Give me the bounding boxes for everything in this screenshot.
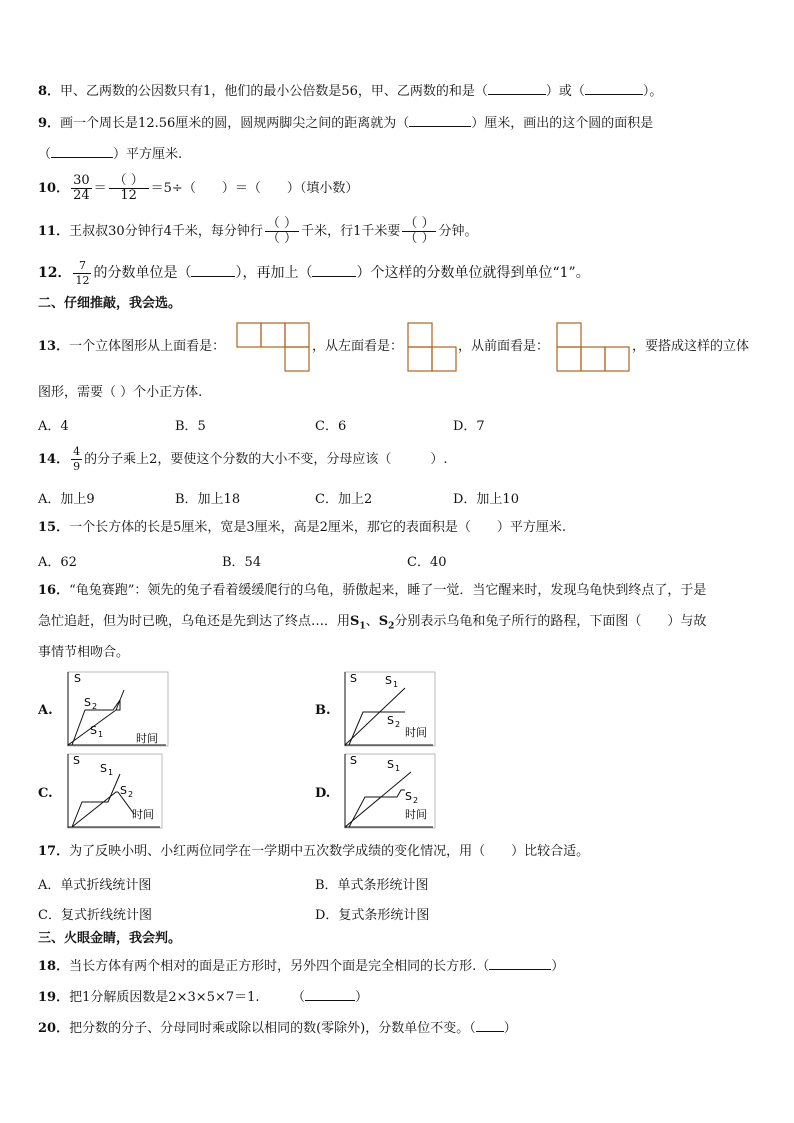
x-axis-label: 时间: [405, 808, 427, 821]
svg-text:2: 2: [128, 790, 134, 799]
question-text: 分别表示乌龟和兔子所行的路程，下面图（ ）与故: [394, 614, 707, 629]
numerator-blank[interactable]: （ ）: [109, 174, 149, 189]
answer-blank[interactable]: [476, 1019, 504, 1032]
question-text: ，要搭成这样的立体: [632, 339, 750, 354]
svg-text:1: 1: [395, 764, 401, 773]
numerator-blank[interactable]: （ ）: [266, 216, 298, 231]
graph-a[interactable]: [58, 670, 170, 750]
x-axis-label: 时间: [132, 808, 154, 821]
question-text: ）。: [642, 84, 663, 99]
numerator: 4: [73, 445, 81, 458]
x-axis-label: 时间: [405, 726, 427, 739]
question-text: 王叔叔30分钟行4千米，每分钟行: [69, 224, 263, 239]
svg-text:1: 1: [98, 730, 104, 739]
option-c[interactable]: C．加上2: [315, 492, 373, 507]
numerator: 7: [73, 259, 91, 274]
series-label: S: [387, 714, 394, 727]
option-b[interactable]: B．单式条形统计图: [315, 878, 429, 893]
series-label: S: [90, 724, 97, 737]
option-b[interactable]: B．54: [222, 555, 262, 570]
s-symbol: S: [350, 614, 360, 629]
option-d[interactable]: D．7: [453, 419, 485, 434]
option-c[interactable]: C．复式折线统计图: [38, 908, 152, 923]
y-axis-label: S: [73, 754, 80, 767]
option-c[interactable]: C．6: [315, 419, 347, 434]
question-text: 急忙追赶，但为时已晚，乌龟还是先到达了终点…．用: [38, 614, 351, 629]
question-text: 把分数的分子、分母同时乘或除以相同的数(零除外)，分数单位不变。（: [69, 1021, 476, 1036]
option-a-label[interactable]: A.: [38, 703, 53, 718]
option-b[interactable]: B．加上18: [175, 492, 241, 507]
question-text: ）厘米，画出的这个圆的面积是: [471, 116, 654, 131]
option-b-label[interactable]: B.: [315, 703, 331, 718]
question-19: [38, 988, 368, 1007]
denominator: 12: [120, 188, 137, 203]
answer-blank[interactable]: [409, 114, 471, 127]
denominator: 12: [75, 273, 90, 287]
question-text: 当长方体有两个相对的面是正方形时，另外四个面是完全相同的长方形.（: [69, 959, 490, 974]
series-label: S: [385, 674, 392, 687]
front-view-figure: [556, 322, 630, 372]
question-text: “龟兔赛跑”：领先的兔子看着缓缓爬行的乌龟，骄傲起来，睡了一觉．当它醒来时，发现乌龟快到终点了，于是: [69, 583, 707, 598]
question-text: ）个这样的分数单位就得到单位“1”。: [356, 265, 590, 281]
question-text: 、: [365, 614, 379, 629]
question-11: [38, 214, 478, 250]
question-number: 19．: [38, 990, 70, 1005]
denominator: 24: [73, 188, 90, 203]
y-axis-label: S: [350, 754, 357, 767]
option-a[interactable]: A．加上9: [38, 492, 95, 507]
question-14: [38, 440, 448, 480]
option-c-label[interactable]: C.: [38, 786, 53, 801]
question-text: 为了反映小明、小红两位同学在一学期中五次数学成绩的变化情况，用（ ）比较合适。: [69, 844, 590, 859]
option-a[interactable]: A．4: [38, 419, 69, 434]
question-18: [38, 957, 564, 976]
question-text: 一个长方体的长是5厘米，宽是3厘米，高是2厘米，那它的表面积是（ ）平方厘米.: [69, 520, 567, 535]
question-text: ＝5÷（ ）＝（ ）（填小数）: [150, 181, 359, 196]
answer-blank[interactable]: [312, 264, 356, 277]
question-number: 15．: [38, 520, 70, 535]
option-d[interactable]: D．加上10: [453, 492, 519, 507]
denominator-blank[interactable]: （ ）: [404, 231, 435, 246]
question-9: [38, 114, 653, 133]
question-number: 20．: [38, 1021, 70, 1036]
subscript: 2: [388, 621, 395, 632]
question-text: ）: [551, 959, 565, 974]
question-16: [38, 582, 706, 600]
answer-blank[interactable]: [488, 82, 546, 95]
fraction: [71, 445, 82, 474]
question-text: 事情节相吻合。: [38, 645, 130, 660]
question-text: ，从左面看是：: [312, 339, 404, 354]
question-text: 的分子乘上2，要使这个分数的大小不变，分母应该（ ）.: [84, 452, 448, 467]
svg-text:2: 2: [413, 796, 419, 805]
option-c[interactable]: C．40: [407, 555, 447, 570]
denominator: 9: [73, 460, 81, 473]
question-text: （: [38, 147, 52, 162]
question-number: 11．: [38, 224, 70, 239]
fraction: [402, 217, 436, 246]
s-symbol: S: [378, 614, 389, 629]
answer-blank[interactable]: [489, 957, 551, 970]
series-label: S: [84, 696, 91, 709]
top-view-figure: [236, 322, 310, 372]
fraction: [73, 259, 91, 288]
series-label: S: [100, 762, 107, 775]
question-number: 13．: [38, 339, 70, 354]
question-16-cont: [38, 613, 706, 636]
svg-text:1: 1: [108, 768, 114, 777]
question-text: 把1分解质因数是2×3×5×7＝1. （: [69, 990, 306, 1005]
graph-c[interactable]: [58, 752, 164, 832]
svg-text:2: 2: [92, 702, 98, 711]
question-text: ，从前面看是：: [458, 339, 550, 354]
left-view-figure: [407, 322, 457, 372]
question-text: ）或（: [545, 84, 585, 99]
x-axis-label: 时间: [136, 732, 158, 745]
question-20: [38, 1019, 517, 1038]
graph-d[interactable]: [335, 752, 437, 832]
question-number: 14．: [38, 452, 70, 467]
fraction: [265, 217, 299, 246]
y-axis-label: S: [74, 672, 81, 685]
section-heading: 二、仔细推敲，我会选。: [38, 296, 182, 311]
question-text: ），再加上（: [235, 265, 313, 281]
subscript: 1: [359, 621, 366, 632]
question-text: ）: [503, 1021, 517, 1036]
question-9-cont: [38, 145, 182, 164]
question-number: 12．: [38, 265, 72, 281]
question-number: 18．: [38, 959, 70, 974]
question-number: 16．: [38, 583, 70, 598]
section-heading: 三、火眼金睛，我会判。: [38, 931, 182, 946]
fraction: [71, 174, 92, 203]
svg-text:1: 1: [393, 680, 399, 689]
question-number: 17．: [38, 844, 70, 859]
question-text: ）: [355, 990, 369, 1005]
answer-blank[interactable]: [585, 82, 643, 95]
question-text: 画一个周长是12.56厘米的圆，圆规两脚尖之间的距离就为（: [60, 116, 410, 131]
question-text: 甲、乙两数的公因数只有1，他们的最小公倍数是56，甲、乙两数的和是（: [60, 84, 488, 99]
option-b[interactable]: B．5: [175, 419, 206, 434]
denominator-blank[interactable]: （ ）: [266, 231, 298, 246]
answer-blank[interactable]: [191, 264, 235, 277]
question-number: 10．: [38, 181, 70, 196]
question-text: 的分数单位是（: [93, 265, 192, 281]
series-label: S: [387, 758, 394, 771]
option-a[interactable]: A．单式折线统计图: [38, 878, 152, 893]
series-label: S: [405, 790, 412, 803]
graph-b[interactable]: [335, 670, 437, 750]
numerator-blank[interactable]: （ ）: [404, 216, 435, 231]
answer-blank[interactable]: [305, 988, 355, 1001]
question-17: [38, 843, 589, 861]
svg-text:2: 2: [395, 720, 401, 729]
question-number: 9．: [38, 116, 61, 131]
question-10: [38, 172, 358, 206]
fraction: [109, 174, 149, 203]
option-d-label[interactable]: D.: [315, 786, 331, 801]
option-a[interactable]: A．62: [38, 555, 77, 570]
question-text: 图形，需要（ ）个小正方体.: [38, 385, 203, 400]
question-text: 一个立体图形从上面看是：: [69, 339, 226, 354]
series-label: S: [120, 784, 127, 797]
question-number: 8．: [38, 84, 61, 99]
question-text: 千米，行1千米要: [301, 224, 401, 239]
answer-blank[interactable]: [51, 145, 113, 158]
question-text: ）平方厘米.: [113, 147, 183, 162]
question-8: [38, 82, 662, 101]
question-13: [38, 338, 225, 356]
question-text: 分钟。: [438, 224, 478, 239]
question-15: [38, 519, 566, 537]
question-12: [38, 256, 590, 290]
equals-sign: ＝: [93, 181, 107, 196]
y-axis-label: S: [350, 672, 357, 685]
numerator: 30: [73, 173, 90, 188]
option-d[interactable]: D．复式条形统计图: [315, 908, 430, 923]
